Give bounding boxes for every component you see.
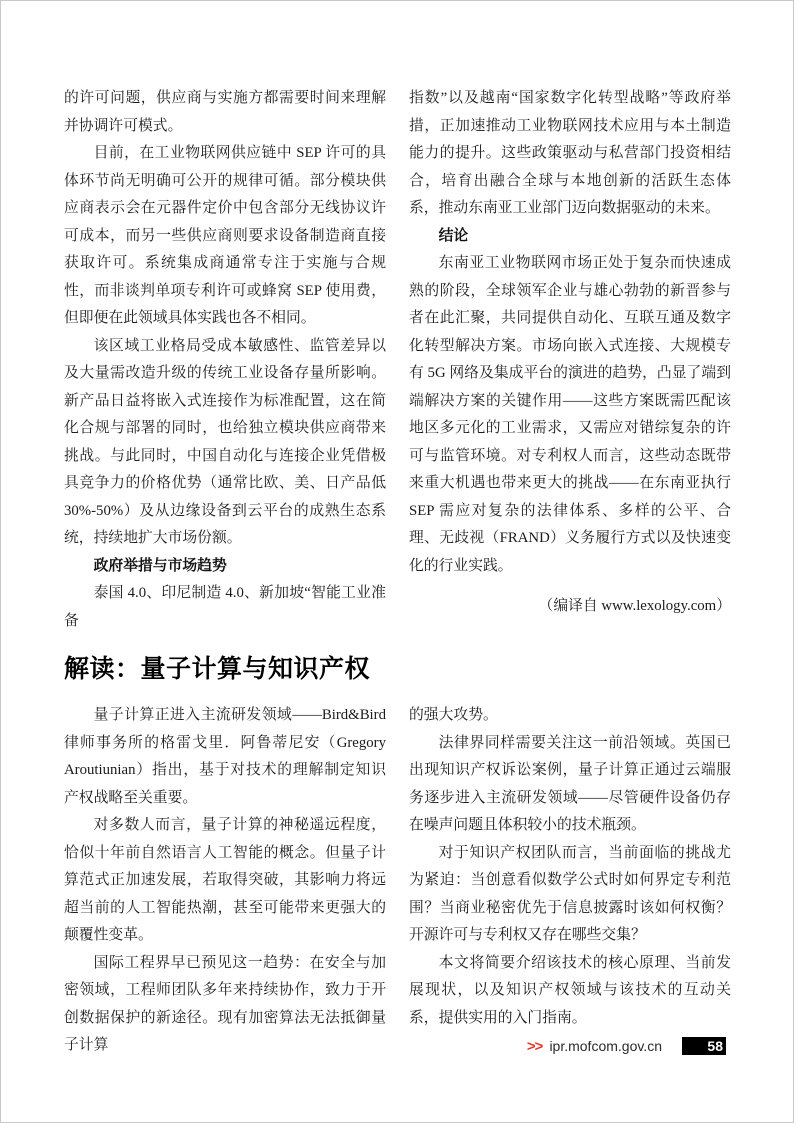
article2-left-column [64, 702, 386, 1060]
footer-site-url: ipr.mofcom.gov.cn [549, 1038, 662, 1054]
article-iot-sep [64, 85, 732, 635]
paragraph: 本文将简要介绍该技术的核心原理、当前发展现状，以及知识产权领域与该技术的互动关系，提供实用的入门指南。 [409, 954, 731, 1026]
paragraph: 泰国 4.0、印尼制造 4.0、新加坡“智能工业准备 [64, 585, 386, 629]
subheading-government-measures: 政府举措与市场趋势 [93, 557, 227, 574]
article2-right-column [409, 702, 731, 1060]
paragraph: 量子计算正进入主流研发领域——Bird&Bird 律师事务所的格雷戈里．阿鲁蒂尼安（Gregory Aroutiunian）指出，基于对技术的理解制定知识产权战略至关重要。 [64, 707, 386, 806]
page-number-badge: 58 [682, 1037, 726, 1055]
paragraph: 指数”以及越南“国家数字化转型战略”等政府举措，正加速推动工业物联网技术应用与本土制造能力的提升。这些政策驱动与私营部门投资相结合，培育出融合全球与本地创新的活跃生态体系，推动东南亚工业部门迈向数据驱动的未来。 [409, 90, 731, 216]
paragraph: 国际工程界早已预见这一趋势：在安全与加密领域，工程师团队多年来持续协作，致力于开创数据保护的新途径。现有加密算法无法抵御量子计算 [64, 954, 386, 1053]
page-footer [1, 1035, 793, 1057]
paragraph: 的许可问题，供应商与实施方都需要时间来理解并协调许可模式。 [64, 90, 386, 134]
paragraph: 目前，在工业物联网供应链中 SEP 许可的具体环节尚无明确可公开的规律可循。部分模块供应商表示会在元器件定价中包含部分无线协议许可成本，而另一些供应商则要求设备制造商直接获取许可。系统集成商通常专注于实施与合规性，而非谈判单项专利许可或蜂窝 SEP 使用费，但即便在此领域具体实践也各不相同。 [64, 145, 386, 326]
paragraph: 法律界同样需要关注这一前沿领域。英国已出现知识产权诉讼案例，量子计算正通过云端服务逐步进入主流研发领域——尽管硬件设备仍存在噪声问题且体积较小的技术瓶颈。 [409, 734, 731, 833]
article1-left-column [64, 85, 386, 635]
paragraph: 对多数人而言，量子计算的神秘遥远程度，恰似十年前自然语言人工智能的概念。但量子计算范式正加速发展，若取得突破，其影响力将远超当前的人工智能热潮，甚至可能带来更强大的颠覆性变革。 [64, 817, 386, 943]
article1-right-column [409, 85, 731, 635]
article2-title: 解读：量子计算与知识产权 [64, 655, 371, 683]
paragraph: 东南亚工业物联网市场正处于复杂而快速成熟的阶段，全球领军企业与雄心勃勃的新晋参与者在此汇聚，共同提供自动化、互联互通及数字化转型解决方案。市场向嵌入式连接、大规模专有 5G 网络及集成平台的演进的趋势，凸显了端到端解决方案的关键作用——这些方案既需匹配该地区多元化的工业需求，又需应对错综复杂的许可与监管环境。对专利权人而言，这些动态既带来重大机遇也带来更大的挑战——在东南亚执行 SEP 需应对复杂的法律体系、多样的公平、合理、无歧视（FRAND）义务履行方式以及快速变化的行业实践。 [409, 255, 731, 574]
paragraph: 的强大攻势。 [409, 707, 498, 723]
article-quantum-ip [64, 702, 732, 1060]
paragraph: 对于知识产权团队而言，当前面临的挑战尤为紧迫：当创意看似数学公式时如何界定专利范围？当商业秘密优先于信息披露时该如何权衡？开源许可与专利权又存在哪些交集？ [409, 844, 731, 943]
subheading-conclusion: 结论 [438, 227, 469, 244]
source-attribution: （编译自 www.lexology.com） [538, 598, 731, 614]
paragraph: 该区域工业格局受成本敏感性、监管差异以及大量需改造升级的传统工业设备存量所影响。新产品日益将嵌入式连接作为标准配置，这在简化合规与部署的同时，也给独立模块供应商带来挑战。与此同时，中国自动化与连接企业凭借极具竞争力的价格优势（通常比欧、美、日产品低 30%-50%）及从边缘设备到云平台的成熟生态系统，持续地扩大市场份额。 [64, 337, 386, 546]
footer-chevron-icon: >> [526, 1037, 543, 1055]
